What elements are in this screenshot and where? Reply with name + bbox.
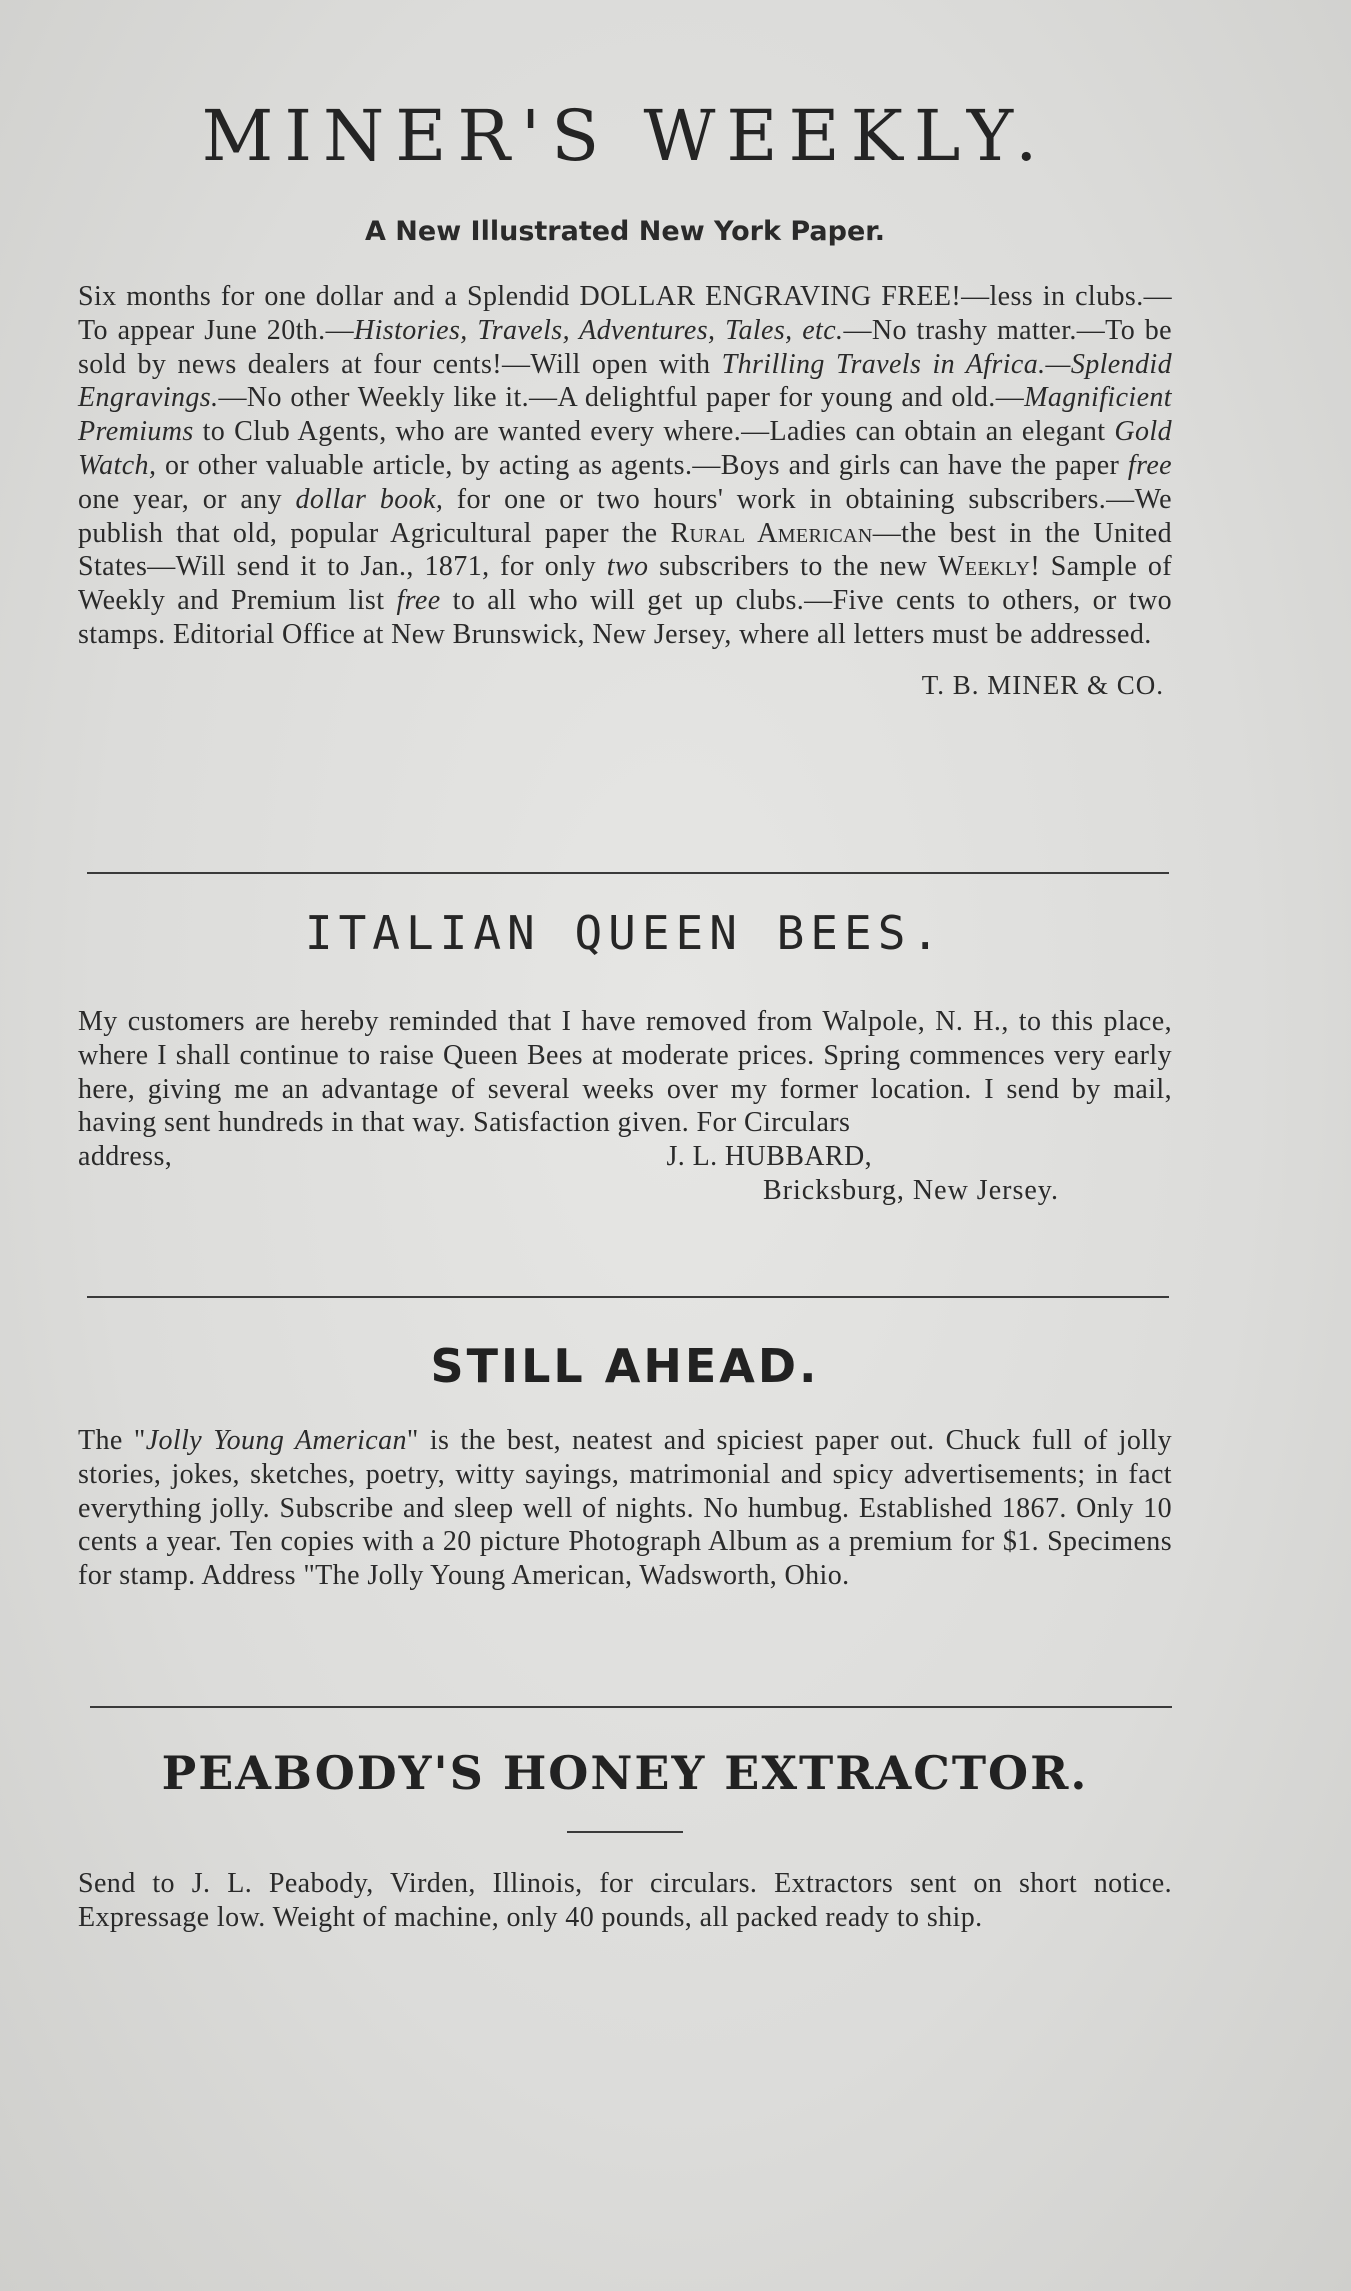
- text-smallcaps: Weekly: [938, 551, 1031, 583]
- divider: [87, 872, 1169, 874]
- text-span: —No other Weekly like it.—A delightful paper for young and old.—: [218, 382, 1025, 414]
- text-italic: dollar book,: [295, 483, 444, 515]
- ad-headline: STILL AHEAD.: [430, 1339, 820, 1393]
- ad-signature-name: J. L. HUBBARD,: [666, 1141, 872, 1173]
- divider: [90, 1706, 1172, 1708]
- ad-body-text: Send to J. L. Peabody, Virden, Illinois, for circulars. Extractors sent on short notice. Expressage low. Weight of machine, only 40 pounds, all packed ready to ship.: [78, 1868, 1172, 1933]
- ad-signature-place: Bricksburg, New Jersey.: [763, 1174, 1059, 1206]
- short-rule: [567, 1831, 683, 1833]
- ad-italian-queen-bees: [78, 905, 1172, 1208]
- text-italic: free: [396, 585, 441, 617]
- text-span: —No trashy matter.—To be sold by news dealers at four cents!—Will open with: [78, 314, 1172, 380]
- text-span: to Club Agents, who are wanted every where.—Ladies can obtain an elegant: [193, 416, 1115, 448]
- text-span: —the best in the United States—Will send it to Jan., 1871, for only: [78, 517, 1172, 583]
- text-span: Six months for one dollar and a Splendid DOLLAR ENGRAVING FREE!—less in clubs.—To appear June 20th.—: [78, 281, 1172, 346]
- text-smallcaps: Rural American: [670, 517, 873, 549]
- ad-subhead: A New Illustrated New York Paper.: [365, 216, 885, 247]
- text-italic: Gold Watch,: [78, 416, 1172, 481]
- text-italic: Thrilling Travels in Africa.—Splendid Engravings.: [78, 348, 1173, 414]
- text-italic: Histories, Travels, Adventures, Tales, etc.: [354, 314, 844, 346]
- address-label: address,: [78, 1141, 173, 1173]
- ad-body: [78, 1424, 1172, 1593]
- ad-headline: ITALIAN QUEEN BEES.: [304, 906, 946, 960]
- text-span: The ": [78, 1425, 146, 1456]
- text-span: or other valuable article, by acting as agents.—Boys and girls can have the paper: [156, 449, 1128, 481]
- text-span: for one or two hours' work in obtaining subscribers.—We publish that old, popular Agricultural paper the: [78, 483, 1172, 549]
- text-span: one year, or any: [78, 483, 296, 515]
- ad-peabodys-honey-extractor: [78, 1745, 1172, 1935]
- ad-headline: MINER'S WEEKLY.: [201, 95, 1049, 177]
- ad-body: [78, 1867, 1172, 1935]
- ad-headline: PEABODY'S HONEY EXTRACTOR.: [161, 1746, 1089, 1800]
- text-span: " is the best, neatest and spiciest paper out. Chuck full of jolly stories, jokes, sketches, poetry, witty sayings, matrimonial and spicy advertisements; in fact everything jolly. Subscribe and sleep well of nights. No humbug. Established 1867. Only 10 cents a year. Ten copies with a 20 picture Photograph Album as a premium for $1. Specimens for stamp. Address "The Jolly Young American, Wadsworth, Ohio.: [78, 1425, 1173, 1592]
- ad-body: [78, 1005, 1172, 1208]
- text-italic: Magnificient Premiums: [78, 382, 1172, 448]
- text-span: to all who will get up clubs.—Five cents to others, or two stamps. Editorial Office at New Brunswick, New Jersey, where all letters must be addressed.: [78, 585, 1173, 650]
- text-italic: two: [606, 551, 649, 583]
- ad-body-text: My customers are hereby reminded that I have removed from Walpole, N. H., to this place, where I shall continue to raise Queen Bees at moderate prices. Spring commences very early here, giving me an advantage of several weeks over my former location. I send by mail, having sent hundreds in that way. Satisfaction given. For Circulars: [78, 1006, 1172, 1139]
- text-span: subscribers to the new: [648, 551, 939, 583]
- signature-row: [78, 1140, 1172, 1174]
- ad-miners-weekly: [78, 96, 1172, 701]
- text-italic: free: [1127, 449, 1172, 481]
- text-span: ! Sample of Weekly and Premium list: [78, 551, 1172, 617]
- ad-body: [78, 280, 1172, 652]
- ad-still-ahead: [78, 1338, 1172, 1593]
- text-italic: Jolly Young American: [145, 1425, 407, 1456]
- divider: [87, 1296, 1169, 1298]
- ad-signature: T. B. MINER & CO.: [921, 669, 1164, 700]
